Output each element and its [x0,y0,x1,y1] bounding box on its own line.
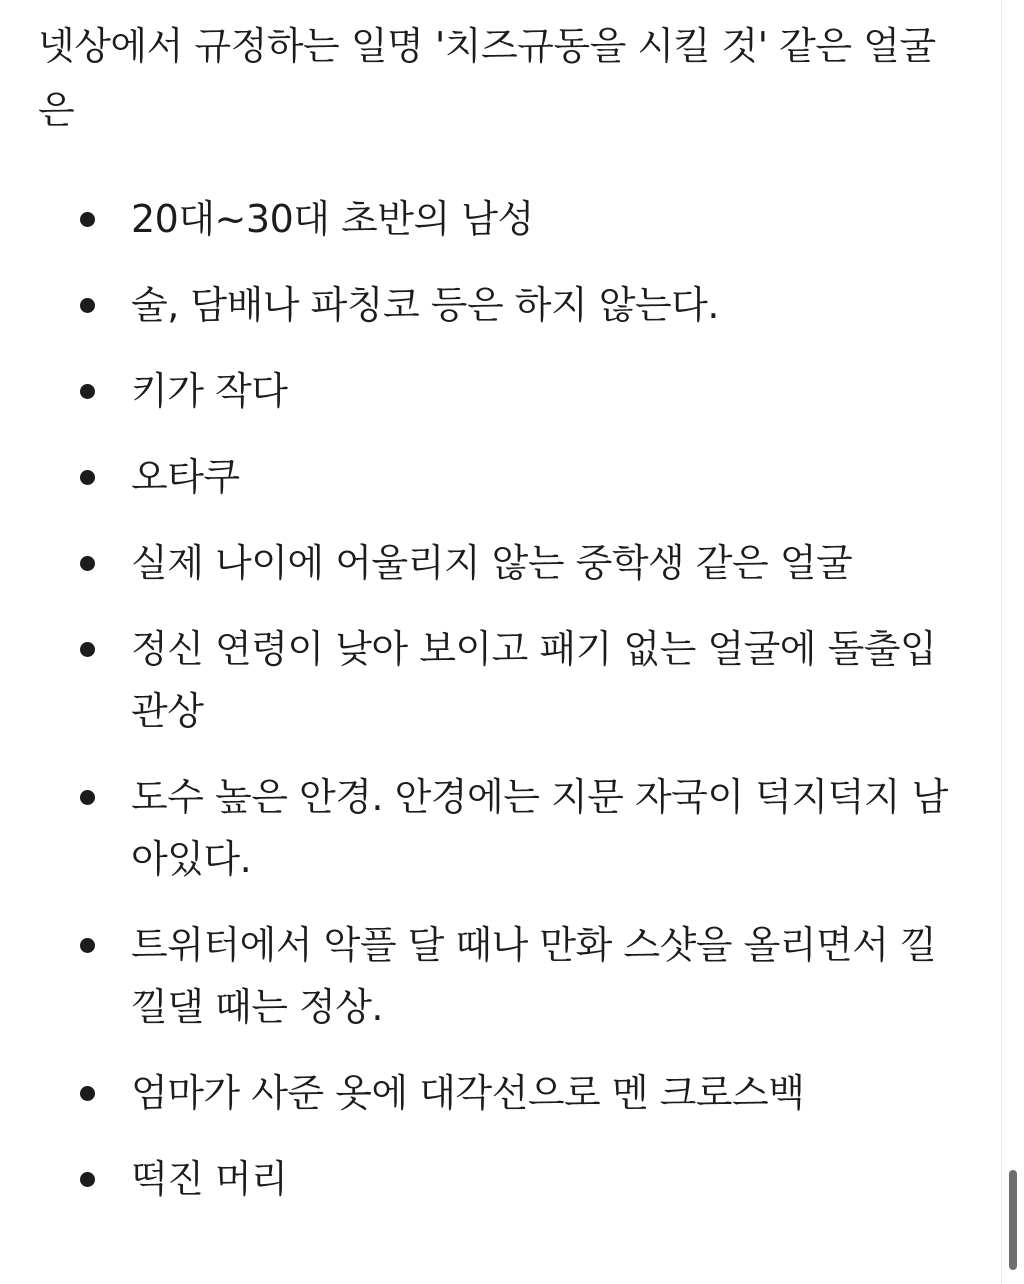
list-item-text: 실제 나이에 어울리지 않는 중학생 같은 얼굴 [131,541,853,585]
list-item-text: 엄마가 사준 옷에 대각선으로 멘 크로스백 [131,1071,805,1115]
list-item [0,360,971,422]
list-item [0,446,971,508]
bullet-icon [80,212,95,227]
bullet-icon [80,790,95,805]
list-item [0,766,971,890]
list-item [0,1062,971,1124]
list-item-text: 20대~30대 초반의 남성 [131,197,534,241]
trait-list [0,188,1000,1234]
scrollbar-thumb[interactable] [1009,1170,1017,1270]
list-item-text: 정신 연령이 낮아 보이고 패기 없는 얼굴에 돌출입 관상 [131,627,937,733]
bullet-icon [80,1172,95,1187]
bullet-icon [80,384,95,399]
list-item [0,1148,971,1210]
list-item-text: 도수 높은 안경. 안경에는 지문 자국이 덕지덕지 남아있다. [131,775,948,881]
list-item-text: 키가 작다 [131,369,288,413]
bullet-icon [80,556,95,571]
intro-paragraph: 넷상에서 규정하는 일명 '치즈규동을 시킬 것' 같은 얼굴은 [38,24,936,132]
list-item [0,274,971,336]
list-item-text: 떡진 머리 [131,1157,288,1201]
list-item-text: 트위터에서 악플 달 때나 만화 스샷을 올리면서 낄낄댈 때는 정상. [131,923,937,1029]
list-item [0,532,971,594]
list-item-text: 오타쿠 [131,455,240,499]
bullet-icon [80,642,95,657]
list-item [0,914,971,1038]
bullet-icon [80,938,95,953]
bullet-icon [80,1086,95,1101]
bullet-icon [80,298,95,313]
bullet-icon [80,470,95,485]
list-item-text: 술, 담배나 파칭코 등은 하지 않는다. [131,283,719,327]
vertical-scrollbar[interactable] [1001,0,1024,1284]
list-item [0,618,971,742]
list-item [0,188,971,250]
